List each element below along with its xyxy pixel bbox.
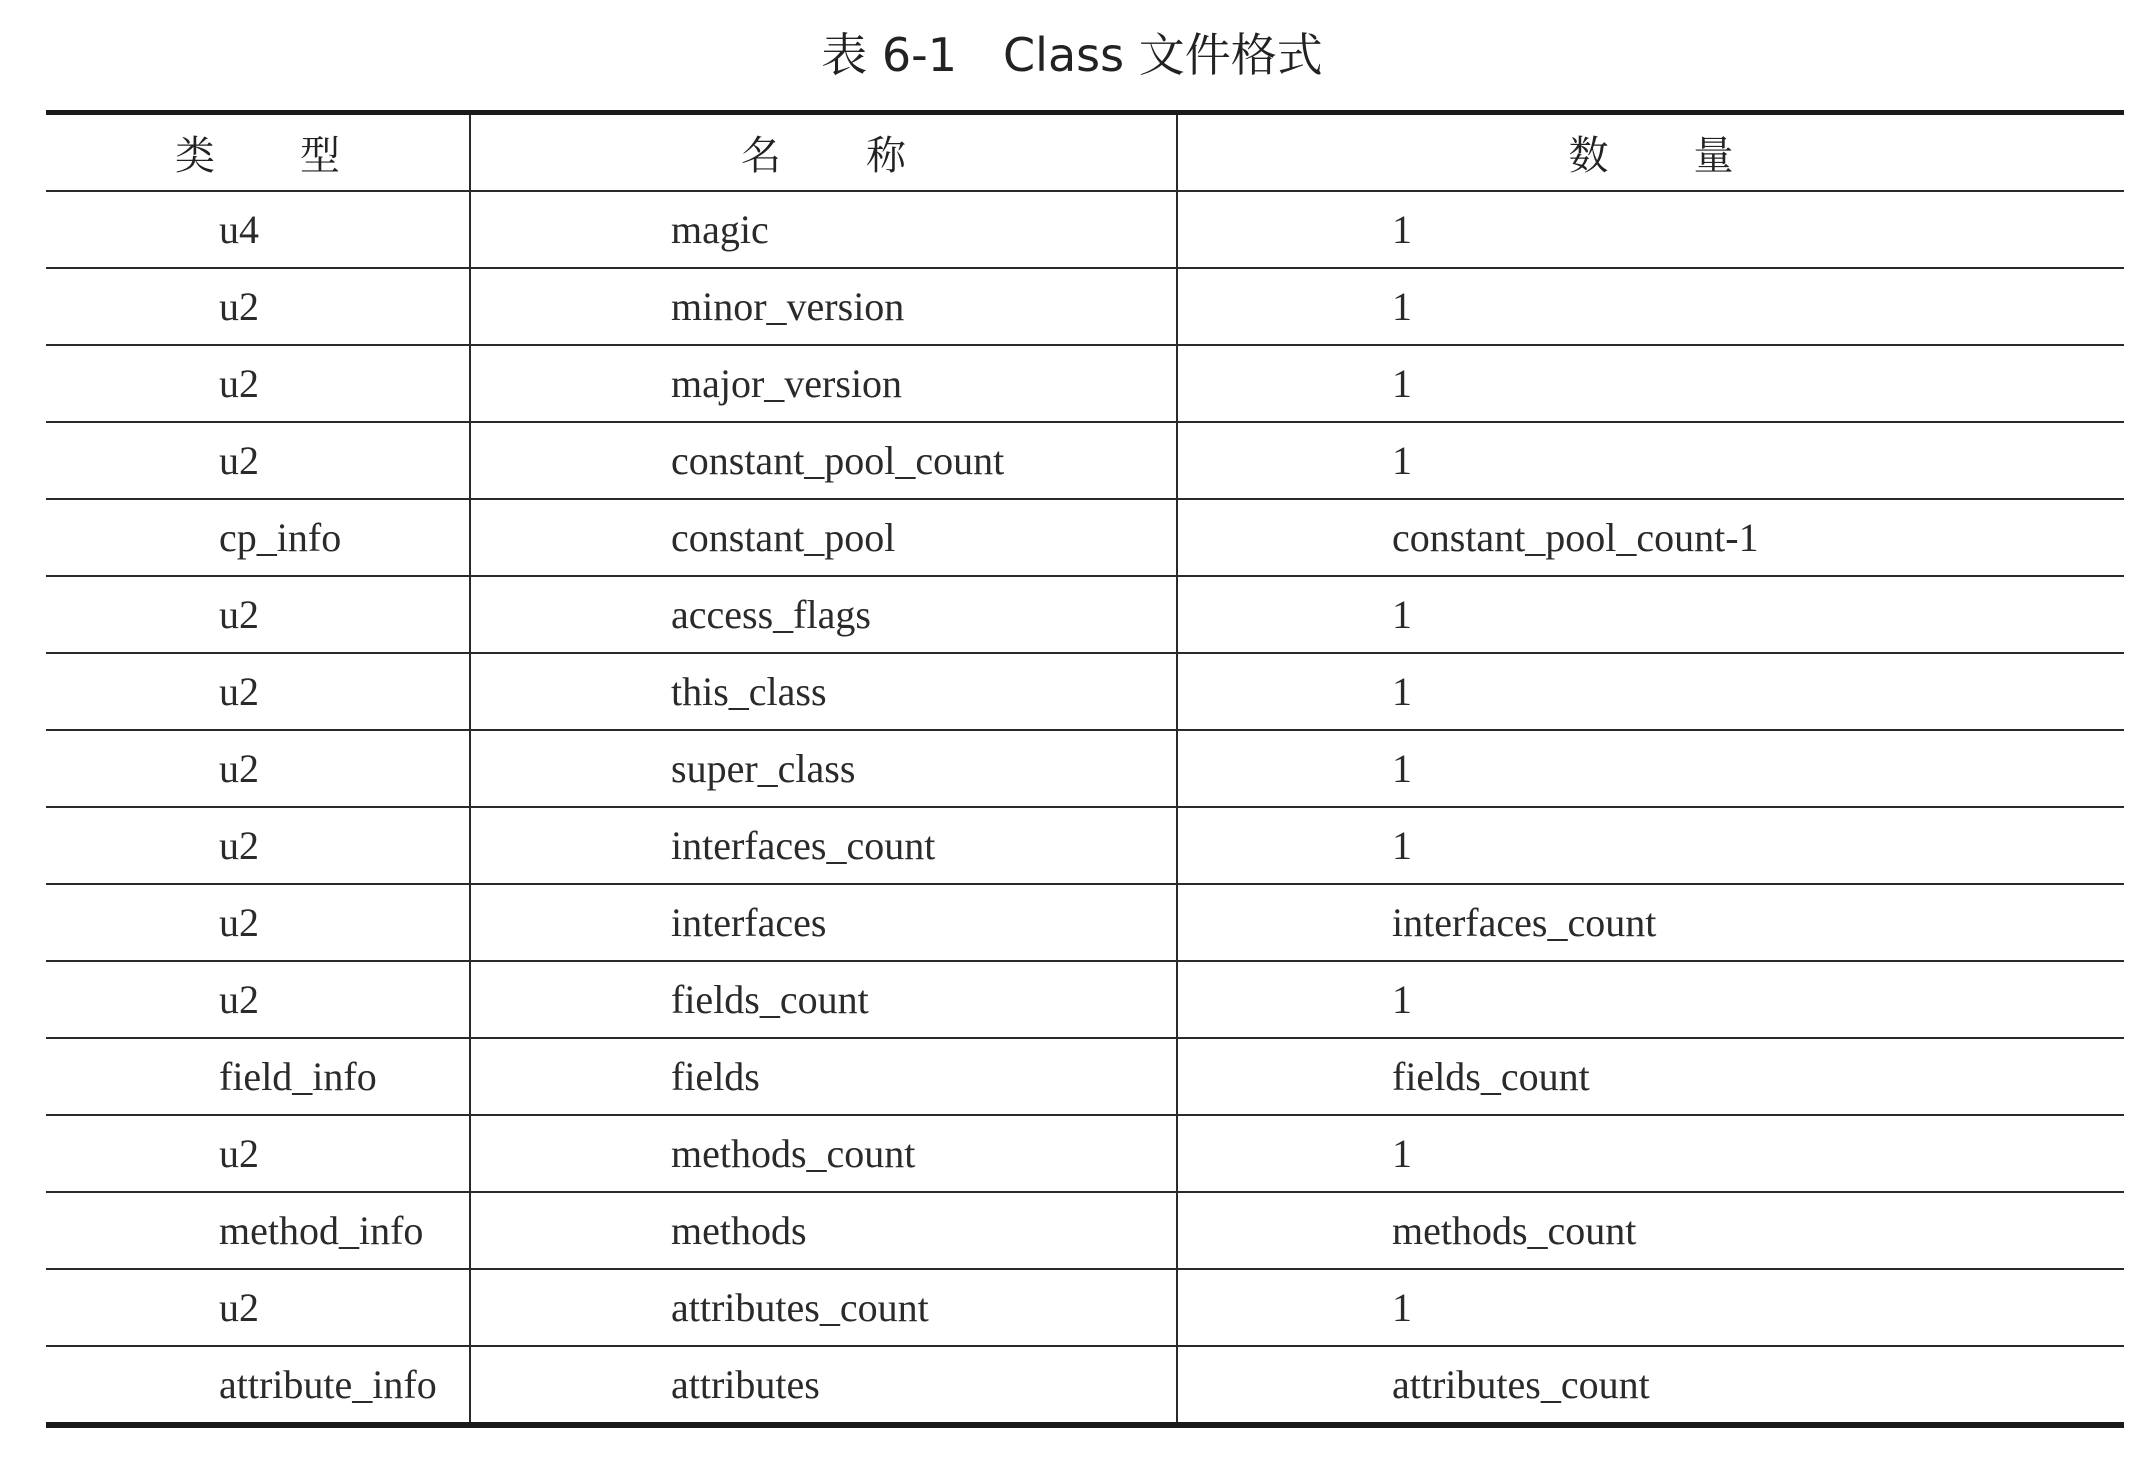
cell-name: constant_pool_count	[470, 422, 1177, 499]
cell-name: attributes	[470, 1346, 1177, 1425]
cell-type: u2	[46, 730, 470, 807]
header-type: 类型	[46, 113, 470, 192]
table-row	[46, 1269, 2124, 1346]
cell-count: 1	[1177, 653, 2124, 730]
table-row	[46, 730, 2124, 807]
cell-name: access_flags	[470, 576, 1177, 653]
cell-count: 1	[1177, 961, 2124, 1038]
cell-name: major_version	[470, 345, 1177, 422]
cell-count: 1	[1177, 345, 2124, 422]
cell-count: interfaces_count	[1177, 884, 2124, 961]
table-row	[46, 807, 2124, 884]
cell-type: attribute_info	[46, 1346, 470, 1425]
table-row	[46, 961, 2124, 1038]
table-row	[46, 576, 2124, 653]
table-row	[46, 1192, 2124, 1269]
cell-name: magic	[470, 191, 1177, 268]
cell-type: cp_info	[46, 499, 470, 576]
cell-name: super_class	[470, 730, 1177, 807]
cell-type: u2	[46, 422, 470, 499]
cell-type: u2	[46, 268, 470, 345]
cell-name: methods_count	[470, 1115, 1177, 1192]
cell-name: fields	[470, 1038, 1177, 1115]
cell-count: fields_count	[1177, 1038, 2124, 1115]
table-body	[46, 191, 2124, 1425]
table-row	[46, 191, 2124, 268]
class-file-format-table	[46, 110, 2124, 1428]
table-row	[46, 884, 2124, 961]
table-row	[46, 653, 2124, 730]
cell-type: u2	[46, 1269, 470, 1346]
table-row	[46, 1038, 2124, 1115]
cell-type: u4	[46, 191, 470, 268]
cell-name: methods	[470, 1192, 1177, 1269]
cell-count: 1	[1177, 576, 2124, 653]
cell-count: 1	[1177, 1269, 2124, 1346]
table-title: Class 文件格式	[1003, 28, 1323, 82]
cell-name: attributes_count	[470, 1269, 1177, 1346]
table-row	[46, 1115, 2124, 1192]
cell-name: minor_version	[470, 268, 1177, 345]
cell-name: fields_count	[470, 961, 1177, 1038]
cell-count: methods_count	[1177, 1192, 2124, 1269]
cell-name: constant_pool	[470, 499, 1177, 576]
cell-type: u2	[46, 653, 470, 730]
cell-count: 1	[1177, 1115, 2124, 1192]
table-row	[46, 422, 2124, 499]
cell-count: 1	[1177, 268, 2124, 345]
cell-count: 1	[1177, 191, 2124, 268]
cell-type: method_info	[46, 1192, 470, 1269]
cell-type: u2	[46, 576, 470, 653]
header-count: 数量	[1177, 113, 2124, 192]
table-caption	[0, 22, 2144, 88]
cell-name: interfaces_count	[470, 807, 1177, 884]
table-row	[46, 499, 2124, 576]
header-name: 名称	[470, 113, 1177, 192]
table-row	[46, 345, 2124, 422]
header-row	[46, 113, 2124, 192]
table-header	[46, 113, 2124, 192]
cell-count: 1	[1177, 422, 2124, 499]
cell-count: 1	[1177, 807, 2124, 884]
cell-count: 1	[1177, 730, 2124, 807]
table-row	[46, 268, 2124, 345]
cell-type: u2	[46, 345, 470, 422]
cell-type: field_info	[46, 1038, 470, 1115]
table-row	[46, 1346, 2124, 1425]
cell-type: u2	[46, 884, 470, 961]
cell-name: this_class	[470, 653, 1177, 730]
table-number: 表 6-1	[821, 28, 958, 82]
cell-type: u2	[46, 961, 470, 1038]
cell-type: u2	[46, 1115, 470, 1192]
cell-type: u2	[46, 807, 470, 884]
cell-count: constant_pool_count-1	[1177, 499, 2124, 576]
cell-count: attributes_count	[1177, 1346, 2124, 1425]
cell-name: interfaces	[470, 884, 1177, 961]
